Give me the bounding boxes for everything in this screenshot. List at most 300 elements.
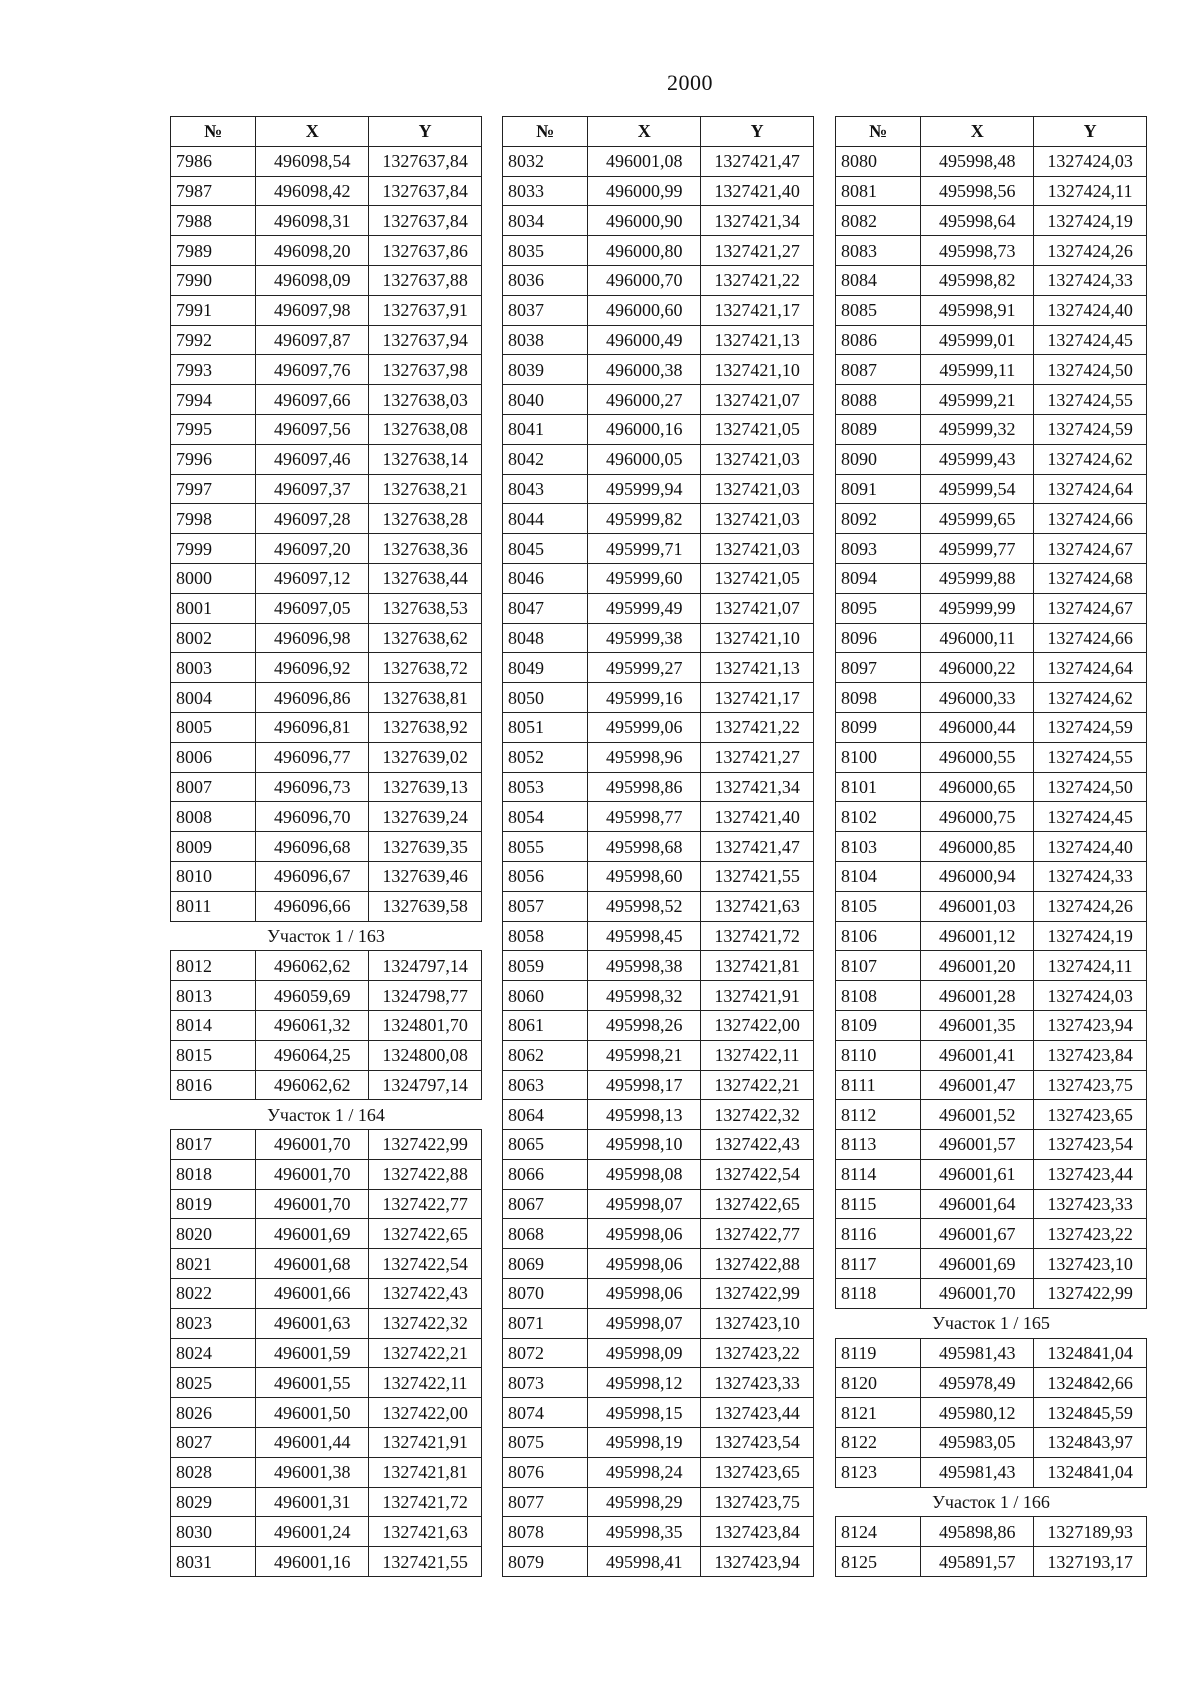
point-number-cell: 8000 [171,563,256,593]
table-row [171,1487,482,1517]
x-coordinate-cell: 495998,52 [588,891,701,921]
x-coordinate-cell: 496001,67 [921,1219,1034,1249]
table-row [171,1547,482,1577]
y-coordinate-cell: 1327421,13 [701,325,814,355]
y-coordinate-cell: 1327422,54 [701,1159,814,1189]
x-coordinate-cell: 496001,12 [921,921,1034,951]
point-number-cell: 8084 [836,265,921,295]
y-coordinate-cell: 1327424,59 [1034,712,1147,742]
table-row [171,1219,482,1249]
x-coordinate-cell: 496000,16 [588,414,701,444]
y-coordinate-cell: 1327421,81 [369,1457,482,1487]
table-row [836,891,1147,921]
table-row [171,653,482,683]
point-number-cell: 8016 [171,1070,256,1100]
point-number-cell: 8072 [503,1338,588,1368]
table-body [503,146,814,1576]
y-coordinate-cell: 1327424,64 [1034,653,1147,683]
table-row [836,146,1147,176]
x-coordinate-cell: 495998,41 [588,1547,701,1577]
y-coordinate-cell: 1327424,03 [1034,981,1147,1011]
point-number-cell: 8017 [171,1130,256,1160]
table-row [503,146,814,176]
x-coordinate-cell: 496000,94 [921,861,1034,891]
y-coordinate-cell: 1324845,59 [1034,1398,1147,1428]
table-row [171,1010,482,1040]
y-coordinate-cell: 1327423,75 [1034,1070,1147,1100]
x-coordinate-cell: 495999,94 [588,474,701,504]
x-coordinate-cell: 495898,86 [921,1517,1034,1547]
point-number-cell: 8011 [171,891,256,921]
table-row [503,1219,814,1249]
section-heading-row [836,1308,1147,1338]
x-coordinate-cell: 496001,59 [256,1338,369,1368]
x-coordinate-cell: 496061,32 [256,1010,369,1040]
point-number-cell: 8106 [836,921,921,951]
point-number-cell: 7987 [171,176,256,206]
point-number-cell: 8022 [171,1279,256,1309]
point-number-cell: 8023 [171,1308,256,1338]
y-coordinate-cell: 1327424,26 [1034,236,1147,266]
y-coordinate-cell: 1327422,00 [701,1010,814,1040]
y-coordinate-cell: 1327422,65 [369,1219,482,1249]
y-coordinate-cell: 1327424,59 [1034,414,1147,444]
point-number-cell: 8003 [171,653,256,683]
y-coordinate-cell: 1327638,53 [369,593,482,623]
x-coordinate-cell: 495998,06 [588,1279,701,1309]
x-coordinate-cell: 496000,38 [588,355,701,385]
x-coordinate-cell: 495998,13 [588,1100,701,1130]
y-coordinate-cell: 1327637,84 [369,176,482,206]
x-coordinate-cell: 495998,86 [588,772,701,802]
x-coordinate-cell: 496001,55 [256,1368,369,1398]
point-number-cell: 8054 [503,802,588,832]
y-coordinate-cell: 1327424,68 [1034,563,1147,593]
point-number-cell: 8115 [836,1189,921,1219]
x-coordinate-cell: 496097,12 [256,563,369,593]
table-row [836,1368,1147,1398]
point-number-cell: 8038 [503,325,588,355]
x-coordinate-cell: 495978,49 [921,1368,1034,1398]
y-coordinate-cell: 1327421,91 [369,1428,482,1458]
table-row [171,1130,482,1160]
y-coordinate-cell: 1327424,40 [1034,832,1147,862]
point-number-cell: 8074 [503,1398,588,1428]
table-row [503,385,814,415]
y-coordinate-cell: 1327421,63 [369,1517,482,1547]
x-coordinate-cell: 496097,37 [256,474,369,504]
x-coordinate-cell: 496001,50 [256,1398,369,1428]
point-number-cell: 8046 [503,563,588,593]
column-header-number: № [836,117,921,147]
y-coordinate-cell: 1327637,84 [369,146,482,176]
table-row [836,1547,1147,1577]
point-number-cell: 8063 [503,1070,588,1100]
table-row [503,1010,814,1040]
x-coordinate-cell: 495998,32 [588,981,701,1011]
table-row [836,1100,1147,1130]
x-coordinate-cell: 496096,92 [256,653,369,683]
table-row [503,593,814,623]
y-coordinate-cell: 1327638,14 [369,444,482,474]
table-row [503,1487,814,1517]
y-coordinate-cell: 1327424,66 [1034,623,1147,653]
x-coordinate-cell: 496000,49 [588,325,701,355]
y-coordinate-cell: 1327639,46 [369,861,482,891]
column-header-y: Y [701,117,814,147]
point-number-cell: 8029 [171,1487,256,1517]
page-number: 2000 [667,70,713,95]
point-number-cell: 8043 [503,474,588,504]
y-coordinate-cell: 1327422,43 [369,1279,482,1309]
table-row [836,921,1147,951]
y-coordinate-cell: 1327421,03 [701,534,814,564]
y-coordinate-cell: 1327637,91 [369,295,482,325]
table-row [503,951,814,981]
y-coordinate-cell: 1324842,66 [1034,1368,1147,1398]
x-coordinate-cell: 495998,12 [588,1368,701,1398]
point-number-cell: 8006 [171,742,256,772]
point-number-cell: 8097 [836,653,921,683]
table-row [836,1189,1147,1219]
x-coordinate-cell: 496001,41 [921,1040,1034,1070]
y-coordinate-cell: 1327421,72 [701,921,814,951]
table-row [836,534,1147,564]
table-row [836,832,1147,862]
x-coordinate-cell: 496059,69 [256,981,369,1011]
table-row [503,742,814,772]
table-row [836,355,1147,385]
y-coordinate-cell: 1327422,88 [701,1249,814,1279]
y-coordinate-cell: 1327421,22 [701,712,814,742]
table-row [171,236,482,266]
point-number-cell: 8102 [836,802,921,832]
x-coordinate-cell: 496096,98 [256,623,369,653]
x-coordinate-cell: 496001,70 [256,1130,369,1160]
point-number-cell: 8111 [836,1070,921,1100]
y-coordinate-cell: 1327422,32 [701,1100,814,1130]
table-row [503,1249,814,1279]
y-coordinate-cell: 1327422,65 [701,1189,814,1219]
point-number-cell: 8024 [171,1338,256,1368]
point-number-cell: 8065 [503,1130,588,1160]
table-row [503,236,814,266]
point-number-cell: 8001 [171,593,256,623]
point-number-cell: 8027 [171,1428,256,1458]
point-number-cell: 8077 [503,1487,588,1517]
point-number-cell: 8020 [171,1219,256,1249]
y-coordinate-cell: 1327424,19 [1034,206,1147,236]
point-number-cell: 8053 [503,772,588,802]
y-coordinate-cell: 1327424,67 [1034,593,1147,623]
x-coordinate-cell: 496000,99 [588,176,701,206]
point-number-cell: 7993 [171,355,256,385]
point-number-cell: 8007 [171,772,256,802]
point-number-cell: 8060 [503,981,588,1011]
point-number-cell: 8110 [836,1040,921,1070]
y-coordinate-cell: 1327421,47 [701,146,814,176]
y-coordinate-cell: 1327423,54 [701,1428,814,1458]
y-coordinate-cell: 1327637,88 [369,265,482,295]
point-number-cell: 8005 [171,712,256,742]
table-row [171,325,482,355]
x-coordinate-cell: 496000,60 [588,295,701,325]
column-header-y: Y [1034,117,1147,147]
y-coordinate-cell: 1327424,26 [1034,891,1147,921]
point-number-cell: 8082 [836,206,921,236]
x-coordinate-cell: 495998,64 [921,206,1034,236]
y-coordinate-cell: 1327423,33 [1034,1189,1147,1219]
table-row [171,414,482,444]
y-coordinate-cell: 1327421,40 [701,176,814,206]
table-header-row [836,117,1147,147]
x-coordinate-cell: 496000,85 [921,832,1034,862]
table-row [836,683,1147,713]
x-coordinate-cell: 496001,44 [256,1428,369,1458]
x-coordinate-cell: 496001,31 [256,1487,369,1517]
y-coordinate-cell: 1327638,92 [369,712,482,742]
y-coordinate-cell: 1327421,17 [701,683,814,713]
table-row [836,1338,1147,1368]
x-coordinate-cell: 496000,22 [921,653,1034,683]
y-coordinate-cell: 1327424,67 [1034,534,1147,564]
table-row [836,1279,1147,1309]
point-number-cell: 8051 [503,712,588,742]
x-coordinate-cell: 495999,01 [921,325,1034,355]
x-coordinate-cell: 496000,90 [588,206,701,236]
y-coordinate-cell: 1327421,05 [701,414,814,444]
table-row [171,474,482,504]
x-coordinate-cell: 495998,17 [588,1070,701,1100]
x-coordinate-cell: 495999,49 [588,593,701,623]
table-row [171,355,482,385]
x-coordinate-cell: 495998,73 [921,236,1034,266]
point-number-cell: 8099 [836,712,921,742]
x-coordinate-cell: 496097,05 [256,593,369,623]
table-row [503,1279,814,1309]
x-coordinate-cell: 495998,45 [588,921,701,951]
table-row [836,623,1147,653]
y-coordinate-cell: 1327421,03 [701,504,814,534]
x-coordinate-cell: 496062,62 [256,951,369,981]
y-coordinate-cell: 1327424,33 [1034,861,1147,891]
x-coordinate-cell: 495998,91 [921,295,1034,325]
table-row [171,1159,482,1189]
point-number-cell: 8122 [836,1428,921,1458]
point-number-cell: 8002 [171,623,256,653]
section-heading: Участок 1 / 165 [836,1308,1147,1338]
x-coordinate-cell: 496001,03 [921,891,1034,921]
point-number-cell: 8125 [836,1547,921,1577]
column-header-x: X [256,117,369,147]
y-coordinate-cell: 1327422,11 [701,1040,814,1070]
point-number-cell: 8057 [503,891,588,921]
point-number-cell: 8088 [836,385,921,415]
y-coordinate-cell: 1327423,22 [701,1338,814,1368]
table-row [503,1517,814,1547]
table-row [171,1249,482,1279]
y-coordinate-cell: 1324798,77 [369,981,482,1011]
table-row [503,891,814,921]
point-number-cell: 7988 [171,206,256,236]
point-number-cell: 8107 [836,951,921,981]
y-coordinate-cell: 1327423,54 [1034,1130,1147,1160]
point-number-cell: 8100 [836,742,921,772]
coordinates-table-1 [170,116,482,1577]
point-number-cell: 8037 [503,295,588,325]
point-number-cell: 8075 [503,1428,588,1458]
table-row [503,1457,814,1487]
table-row [503,444,814,474]
y-coordinate-cell: 1327638,81 [369,683,482,713]
table-row [503,1428,814,1458]
point-number-cell: 8070 [503,1279,588,1309]
point-number-cell: 8066 [503,1159,588,1189]
point-number-cell: 7992 [171,325,256,355]
table-row [503,474,814,504]
y-coordinate-cell: 1327639,35 [369,832,482,862]
x-coordinate-cell: 495998,56 [921,176,1034,206]
x-coordinate-cell: 495998,77 [588,802,701,832]
point-number-cell: 8120 [836,1368,921,1398]
y-coordinate-cell: 1327638,44 [369,563,482,593]
column-header-number: № [503,117,588,147]
table-row [836,1428,1147,1458]
x-coordinate-cell: 496001,24 [256,1517,369,1547]
table-row [836,1249,1147,1279]
point-number-cell: 8109 [836,1010,921,1040]
y-coordinate-cell: 1327424,62 [1034,683,1147,713]
x-coordinate-cell: 495999,88 [921,563,1034,593]
point-number-cell: 8124 [836,1517,921,1547]
table-row [836,861,1147,891]
point-number-cell: 8018 [171,1159,256,1189]
table-row [503,1398,814,1428]
table-row [503,861,814,891]
y-coordinate-cell: 1327424,62 [1034,444,1147,474]
point-number-cell: 7986 [171,146,256,176]
table-row [836,385,1147,415]
y-coordinate-cell: 1327637,94 [369,325,482,355]
point-number-cell: 8119 [836,1338,921,1368]
x-coordinate-cell: 496000,70 [588,265,701,295]
x-coordinate-cell: 496001,68 [256,1249,369,1279]
point-number-cell: 7990 [171,265,256,295]
table-row [836,951,1147,981]
x-coordinate-cell: 496000,55 [921,742,1034,772]
y-coordinate-cell: 1327421,22 [701,265,814,295]
table-row [836,653,1147,683]
point-number-cell: 8069 [503,1249,588,1279]
y-coordinate-cell: 1327421,03 [701,474,814,504]
x-coordinate-cell: 495998,29 [588,1487,701,1517]
y-coordinate-cell: 1327638,36 [369,534,482,564]
y-coordinate-cell: 1327421,55 [369,1547,482,1577]
point-number-cell: 8089 [836,414,921,444]
point-number-cell: 8073 [503,1368,588,1398]
x-coordinate-cell: 496001,38 [256,1457,369,1487]
y-coordinate-cell: 1327422,88 [369,1159,482,1189]
table-row [503,1338,814,1368]
table-row [503,1100,814,1130]
y-coordinate-cell: 1327423,22 [1034,1219,1147,1249]
y-coordinate-cell: 1327638,28 [369,504,482,534]
x-coordinate-cell: 496001,47 [921,1070,1034,1100]
x-coordinate-cell: 495998,06 [588,1249,701,1279]
point-number-cell: 8079 [503,1547,588,1577]
x-coordinate-cell: 496096,73 [256,772,369,802]
x-coordinate-cell: 496000,44 [921,712,1034,742]
x-coordinate-cell: 495998,38 [588,951,701,981]
x-coordinate-cell: 495998,68 [588,832,701,862]
x-coordinate-cell: 496001,20 [921,951,1034,981]
table-row [171,1517,482,1547]
x-coordinate-cell: 496096,86 [256,683,369,713]
x-coordinate-cell: 496001,52 [921,1100,1034,1130]
table-row [171,1368,482,1398]
y-coordinate-cell: 1327421,05 [701,563,814,593]
y-coordinate-cell: 1327424,50 [1034,772,1147,802]
x-coordinate-cell: 496098,09 [256,265,369,295]
x-coordinate-cell: 496001,08 [588,146,701,176]
x-coordinate-cell: 495998,08 [588,1159,701,1189]
x-coordinate-cell: 496001,63 [256,1308,369,1338]
y-coordinate-cell: 1327638,21 [369,474,482,504]
x-coordinate-cell: 496000,27 [588,385,701,415]
point-number-cell: 7999 [171,534,256,564]
table-row [503,534,814,564]
column-header-y: Y [369,117,482,147]
table-row [503,623,814,653]
y-coordinate-cell: 1327421,34 [701,772,814,802]
point-number-cell: 8117 [836,1249,921,1279]
table-row [171,981,482,1011]
table-row [171,623,482,653]
point-number-cell: 8008 [171,802,256,832]
table-row [836,325,1147,355]
y-coordinate-cell: 1327421,40 [701,802,814,832]
x-coordinate-cell: 495999,38 [588,623,701,653]
x-coordinate-cell: 495980,12 [921,1398,1034,1428]
table-row [836,802,1147,832]
x-coordinate-cell: 495999,11 [921,355,1034,385]
point-number-cell: 8114 [836,1159,921,1189]
y-coordinate-cell: 1327637,98 [369,355,482,385]
point-number-cell: 8113 [836,1130,921,1160]
point-number-cell: 8071 [503,1308,588,1338]
x-coordinate-cell: 496098,20 [256,236,369,266]
point-number-cell: 8085 [836,295,921,325]
table-row [171,1189,482,1219]
point-number-cell: 8104 [836,861,921,891]
x-coordinate-cell: 496098,54 [256,146,369,176]
table-row [836,563,1147,593]
y-coordinate-cell: 1327424,55 [1034,385,1147,415]
y-coordinate-cell: 1327423,44 [1034,1159,1147,1189]
x-coordinate-cell: 496000,05 [588,444,701,474]
y-coordinate-cell: 1327422,00 [369,1398,482,1428]
table-row [836,295,1147,325]
point-number-cell: 8019 [171,1189,256,1219]
table-row [836,265,1147,295]
y-coordinate-cell: 1324801,70 [369,1010,482,1040]
point-number-cell: 8052 [503,742,588,772]
y-coordinate-cell: 1324797,14 [369,1070,482,1100]
x-coordinate-cell: 496096,66 [256,891,369,921]
point-number-cell: 8123 [836,1457,921,1487]
point-number-cell: 8087 [836,355,921,385]
x-coordinate-cell: 496062,62 [256,1070,369,1100]
